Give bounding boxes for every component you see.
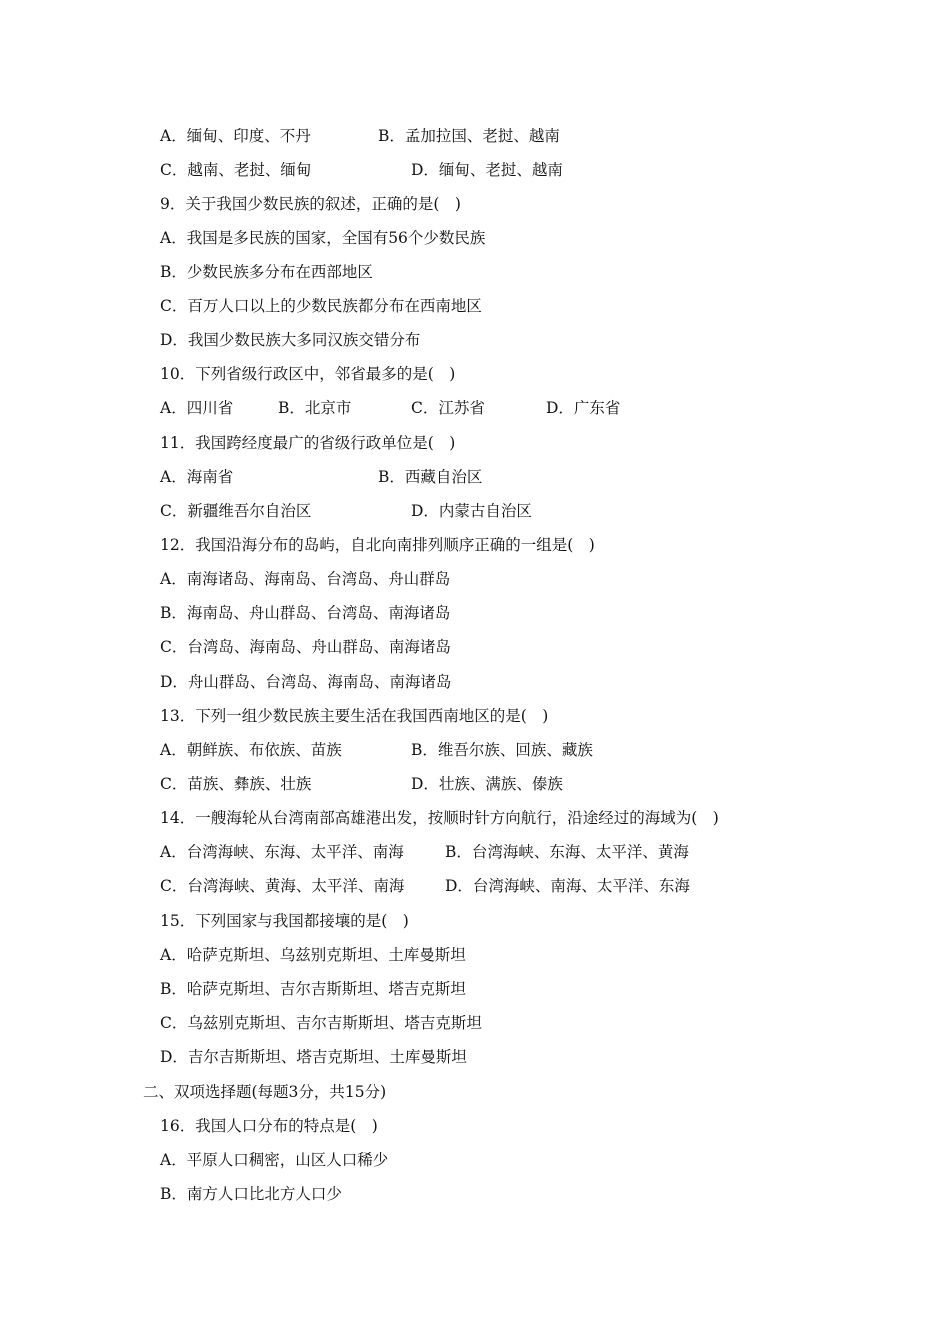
q9-option-c: C．百万人口以上的少数民族都分布在西南地区 — [160, 297, 482, 315]
q16-stem: 16．我国人口分布的特点是( ) — [160, 1117, 378, 1135]
q13-stem: 13．下列一组少数民族主要生活在我国西南地区的是( ) — [160, 707, 549, 725]
q11-option-c: C．新疆维吾尔自治区 — [160, 502, 312, 520]
q10-option-c: C．江苏省 — [411, 399, 485, 417]
q13-options-row-2 — [160, 767, 563, 801]
q8-option-a: A．缅甸、印度、不丹 — [160, 127, 311, 145]
q10-option-a: A．四川省 — [160, 399, 234, 417]
q16-option-a: A．平原人口稠密，山区人口稀少 — [160, 1151, 389, 1169]
q9-option-b: B．少数民族多分布在西部地区 — [160, 263, 373, 281]
q14-stem: 14．一艘海轮从台湾南部高雄港出发，按顺时针方向航行，沿途经过的海域为( ) — [160, 809, 719, 827]
q13-option-a: A．朝鲜族、布依族、苗族 — [160, 741, 342, 759]
q12-option-c: C．台湾岛、海南岛、舟山群岛、南海诸岛 — [160, 638, 451, 656]
q8-option-c: C．越南、老挝、缅甸 — [160, 161, 312, 179]
q13-option-c: C．苗族、彝族、壮族 — [160, 775, 312, 793]
q12-stem: 12．我国沿海分布的岛屿，自北向南排列顺序正确的一组是( ) — [160, 536, 595, 554]
q13-options-row-1 — [160, 733, 593, 767]
q15-option-a: A．哈萨克斯坦、乌兹别克斯坦、土库曼斯坦 — [160, 946, 466, 964]
q12-option-b: B．海南岛、舟山群岛、台湾岛、南海诸岛 — [160, 604, 451, 622]
q8-option-d: D．缅甸、老挝、越南 — [411, 161, 563, 179]
section-heading: 二、双项选择题(每题3分，共15分) — [143, 1083, 387, 1101]
q15-option-d: D．吉尔吉斯斯坦、塔吉克斯坦、土库曼斯坦 — [160, 1048, 467, 1066]
q10-option-d: D．广东省 — [546, 399, 621, 417]
q8-options-row-2 — [160, 153, 563, 187]
q10-options-row — [160, 391, 621, 425]
q15-option-c: C．乌兹别克斯坦、吉尔吉斯斯坦、塔吉克斯坦 — [160, 1014, 482, 1032]
q11-options-row-1 — [160, 460, 483, 494]
q11-stem: 11．我国跨经度最广的省级行政单位是( ) — [160, 434, 456, 452]
q11-option-b: B．西藏自治区 — [378, 468, 483, 486]
q14-option-c: C．台湾海峡、黄海、太平洋、南海 — [160, 877, 405, 895]
q14-options-row-2 — [160, 869, 690, 903]
q10-option-b: B．北京市 — [278, 399, 352, 417]
q14-option-d: D．台湾海峡、南海、太平洋、东海 — [445, 877, 690, 895]
q13-option-d: D．壮族、满族、傣族 — [411, 775, 563, 793]
q11-option-d: D．内蒙古自治区 — [411, 502, 532, 520]
q11-option-a: A．海南省 — [160, 468, 234, 486]
q15-option-b: B．哈萨克斯坦、吉尔吉斯斯坦、塔吉克斯坦 — [160, 980, 466, 998]
q10-stem: 10．下列省级行政区中，邻省最多的是( ) — [160, 365, 456, 383]
q14-option-b: B．台湾海峡、东海、太平洋、黄海 — [445, 843, 689, 861]
q15-stem: 15．下列国家与我国都接壤的是( ) — [160, 912, 409, 930]
q11-options-row-2 — [160, 494, 532, 528]
q16-option-b: B．南方人口比北方人口少 — [160, 1185, 342, 1203]
q9-option-d: D．我国少数民族大多同汉族交错分布 — [160, 331, 421, 349]
q8-options-row-1 — [160, 119, 560, 153]
q13-option-b: B．维吾尔族、回族、藏族 — [411, 741, 593, 759]
q8-option-b: B．孟加拉国、老挝、越南 — [378, 127, 560, 145]
q9-stem: 9．关于我国少数民族的叙述，正确的是( ) — [160, 195, 461, 213]
q14-options-row-1 — [160, 835, 689, 869]
q12-option-a: A．南海诸岛、海南岛、台湾岛、舟山群岛 — [160, 570, 451, 588]
q12-option-d: D．舟山群岛、台湾岛、海南岛、南海诸岛 — [160, 673, 452, 691]
q9-option-a: A．我国是多民族的国家，全国有56个少数民族 — [160, 229, 486, 247]
q14-option-a: A．台湾海峡、东海、太平洋、南海 — [160, 843, 404, 861]
